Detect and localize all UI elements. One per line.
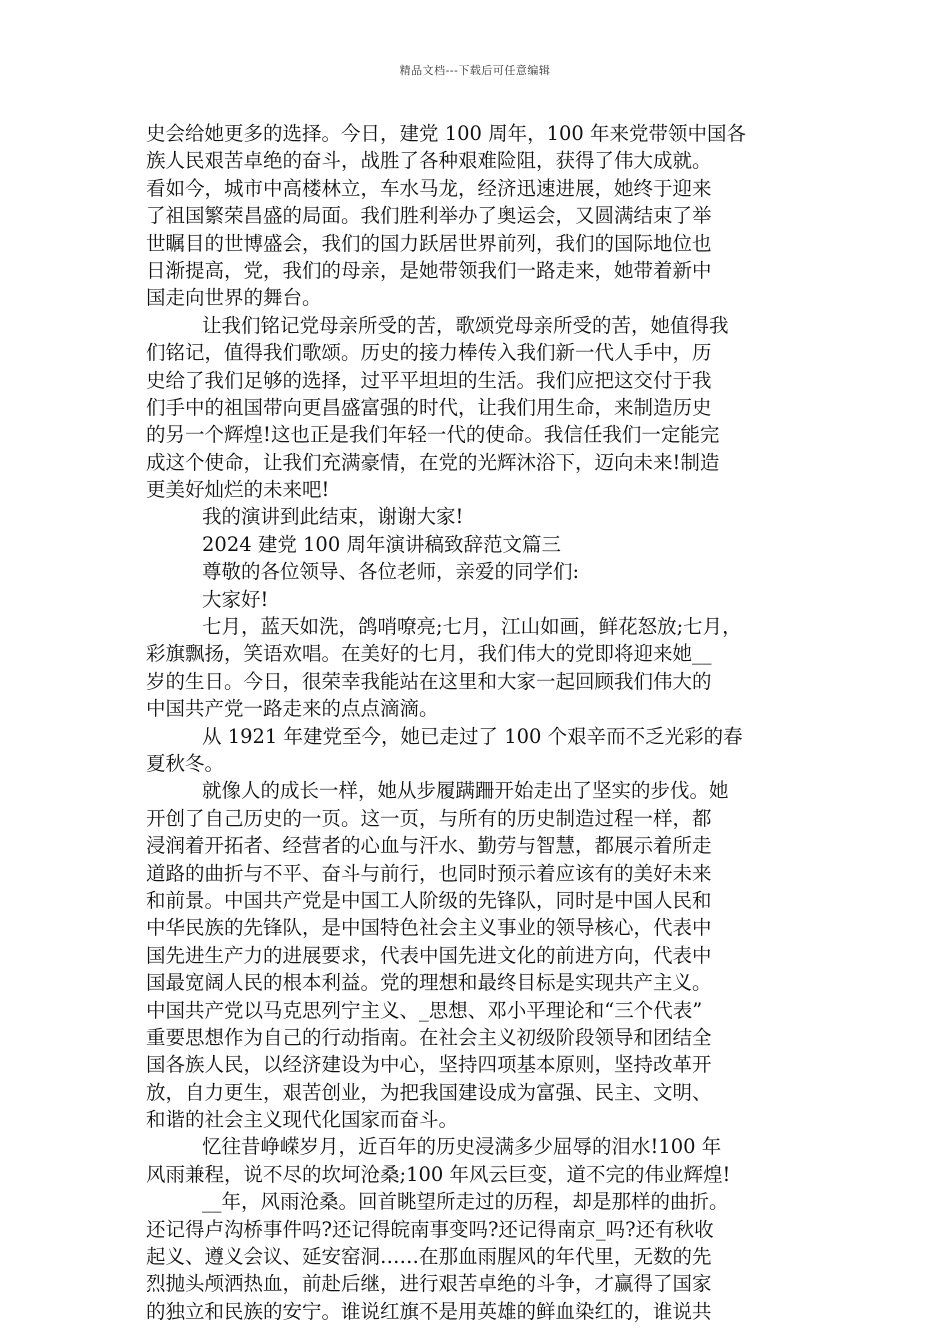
text-line: 更美好灿烂的未来吧!	[146, 478, 330, 502]
text-line: 的独立和民族的安宁。谁说红旗不是用英雄的鲜血染红的，谁说共	[146, 1299, 712, 1323]
page-header: 精品文档---下载后可任意编辑	[399, 64, 551, 77]
text-line: 中华民族的先锋队，是中国特色社会主义事业的领导核心，代表中	[146, 916, 712, 940]
text-line: 族人民艰苦卓绝的奋斗，战胜了各种艰难险阻，获得了伟大成就。	[146, 149, 712, 173]
text-line: 烈抛头颅洒热血，前赴后继，进行艰苦卓绝的斗争，才赢得了国家	[146, 1272, 712, 1296]
text-line: 让我们铭记党母亲所受的苦，歌颂党母亲所受的苦，她值得我	[202, 313, 729, 337]
text-line: 中国共产党以马克思列宁主义、_思想、邓小平理论和“三个代表”	[146, 998, 703, 1022]
text-line: 国最宽阔人民的根本利益。党的理想和最终目标是实现共产主义。	[146, 971, 712, 995]
text-line: 起义、遵义会议、延安窑洞……在那血雨腥风的年代里，无数的先	[146, 1245, 712, 1269]
text-line: 们手中的祖国带向更昌盛富强的时代，让我们用生命，来制造历史	[146, 395, 712, 419]
text-line: 中国共产党一路走来的点点滴滴。	[146, 697, 439, 721]
text-line: 史会给她更多的选择。今日，建党 100 周年，100 年来党带领中国各	[146, 122, 747, 145]
text-line: __年，风雨沧桑。回首眺望所走过的历程，却是那样的曲折。	[202, 1190, 729, 1214]
text-line: 放，自力更生，艰苦创业，为把我国建设成为富强、民主、文明、	[146, 1080, 712, 1104]
text-line: 的另一个辉煌!这也正是我们年轻一代的使命。我信任我们一定能完	[146, 423, 720, 447]
text-line: 忆往昔峥嵘岁月，近百年的历史浸满多少屈辱的泪水!100 年	[202, 1135, 722, 1159]
text-line: 国各族人民，以经济建设为中心，坚持四项基本原则，坚持改革开	[146, 1053, 712, 1077]
text-line: 世瞩目的世博盛会，我们的国力跃居世界前列，我们的国际地位也	[146, 231, 712, 255]
text-line: 史给了我们足够的选择，过平平坦坦的生活。我们应把这交付于我	[146, 368, 712, 392]
text-line: 了祖国繁荣昌盛的局面。我们胜利举办了奥运会，又圆满结束了举	[146, 204, 712, 228]
text-line: 就像人的成长一样，她从步履蹒跚开始走出了坚实的步伐。她	[202, 779, 729, 803]
text-line: 从 1921 年建党至今，她已走过了 100 个艰辛而不乏光彩的春	[202, 724, 743, 748]
text-line: 夏秋冬。	[146, 751, 225, 775]
text-line: 还记得卢沟桥事件吗?还记得皖南事变吗?还记得南京_吗?还有秋收	[146, 1217, 714, 1241]
text-line: 看如今，城市中高楼林立，车水马龙，经济迅速进展，她终于迎来	[146, 176, 712, 200]
text-line: 道路的曲折与不平、奋斗与前行，也同时预示着应该有的美好未来	[146, 861, 712, 885]
text-line: 七月，蓝天如洗，鸽哨嘹亮;七月，江山如画，鲜花怒放;七月，	[202, 615, 742, 639]
text-line: 风雨兼程，说不尽的坎坷沧桑;100 年风云巨变，道不完的伟业辉煌!	[146, 1162, 731, 1186]
text-line: 尊敬的各位领导、各位老师，亲爱的同学们:	[202, 560, 580, 584]
text-line: 开创了自己历史的一页。这一页，与所有的历史制造过程一样，都	[146, 806, 712, 830]
text-line: 岁的生日。今日，很荣幸我能站在这里和大家一起回顾我们伟大的	[146, 669, 712, 693]
document-body	[146, 120, 814, 1325]
text-line: 成这个使命，让我们充满豪情，在党的光辉沐浴下，迈向未来!制造	[146, 450, 720, 474]
text-line: 大家好!	[202, 587, 269, 611]
text-line: 和前景。中国共产党是中国工人阶级的先锋队，同时是中国人民和	[146, 888, 712, 912]
text-line: 日渐提高，党，我们的母亲，是她带领我们一路走来，她带着新中	[146, 258, 712, 282]
text-line: 国先进生产力的进展要求，代表中国先进文化的前进方向，代表中	[146, 943, 712, 967]
text-line: 彩旗飘扬，笑语欢唱。在美好的七月，我们伟大的党即将迎来她__	[146, 642, 712, 666]
text-line: 我的演讲到此结束，谢谢大家!	[202, 505, 464, 529]
text-line: 和谐的社会主义现代化国家而奋斗。	[146, 1108, 459, 1132]
text-line: 国走向世界的舞台。	[146, 286, 322, 310]
text-line: 们铭记，值得我们歌颂。历史的接力棒传入我们新一代人手中，历	[146, 341, 712, 365]
text-line: 重要思想作为自己的行动指南。在社会主义初级阶段领导和团结全	[146, 1025, 712, 1049]
text-line: 浸润着开拓者、经营者的心血与汗水、勤劳与智慧，都展示着所走	[146, 834, 712, 858]
text-line: 2024 建党 100 周年演讲稿致辞范文篇三	[202, 532, 561, 556]
